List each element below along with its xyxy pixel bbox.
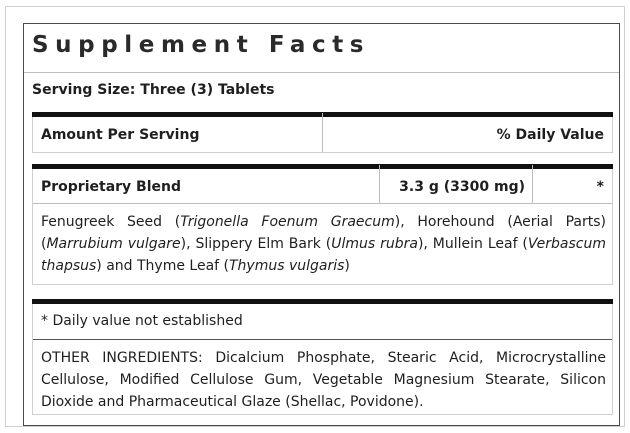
ingredient-text: Fenugreek Seed ( — [41, 214, 181, 230]
ingredient-text: ), Mullein Leaf ( — [417, 236, 528, 252]
blend-name: Proprietary Blend — [41, 179, 181, 195]
blend-ingredients — [41, 211, 606, 277]
amount-header-box — [32, 112, 613, 153]
column-divider — [379, 165, 380, 204]
ingredient-text: ) and Thyme Leaf ( — [96, 258, 229, 274]
botanical-name: Verbascum thapsus — [41, 236, 606, 274]
blend-amount: 3.3 g (3300 mg) — [399, 179, 525, 195]
ingredient-text: ) — [344, 258, 350, 274]
column-divider — [532, 165, 533, 204]
other-ingredients: OTHER INGREDIENTS: Dicalcium Phosphate, Stearic Acid, Microcrystalline Cellulose, Modified Cellulose Gum, Vegetable Magnesium Stearate, Silicon Dioxide and Pharmaceutical Glaze (Shellac, Povidone). — [41, 350, 606, 410]
botanical-name: Trigonella Foenum Graecum — [180, 214, 395, 230]
thick-rule — [32, 299, 613, 304]
blend-box — [32, 164, 613, 285]
column-divider — [322, 113, 323, 152]
supplement-facts-frame — [23, 23, 620, 426]
daily-value-label: % Daily Value — [496, 127, 604, 143]
ingredient-text: ), Horehound (Aerial Parts) ( — [41, 214, 606, 252]
divider — [24, 72, 619, 73]
thick-rule — [32, 164, 613, 169]
ingredient-text: ), Slippery Elm Bark ( — [180, 236, 332, 252]
footnote-box — [32, 299, 613, 415]
amount-per-serving-label: Amount Per Serving — [41, 127, 200, 143]
botanical-name: Ulmus rubra — [331, 236, 418, 252]
blend-dv-asterisk: * — [596, 179, 604, 195]
panel-title: Supplement Facts — [32, 32, 371, 58]
row-divider — [33, 339, 612, 340]
serving-size: Serving Size: Three (3) Tablets — [32, 82, 275, 98]
row-divider — [33, 203, 612, 204]
footnote: * Daily value not established — [41, 313, 243, 329]
supplement-facts-panel — [5, 6, 625, 427]
botanical-name: Marrubium vulgare — [46, 236, 181, 252]
botanical-name: Thymus vulgaris — [229, 258, 345, 274]
